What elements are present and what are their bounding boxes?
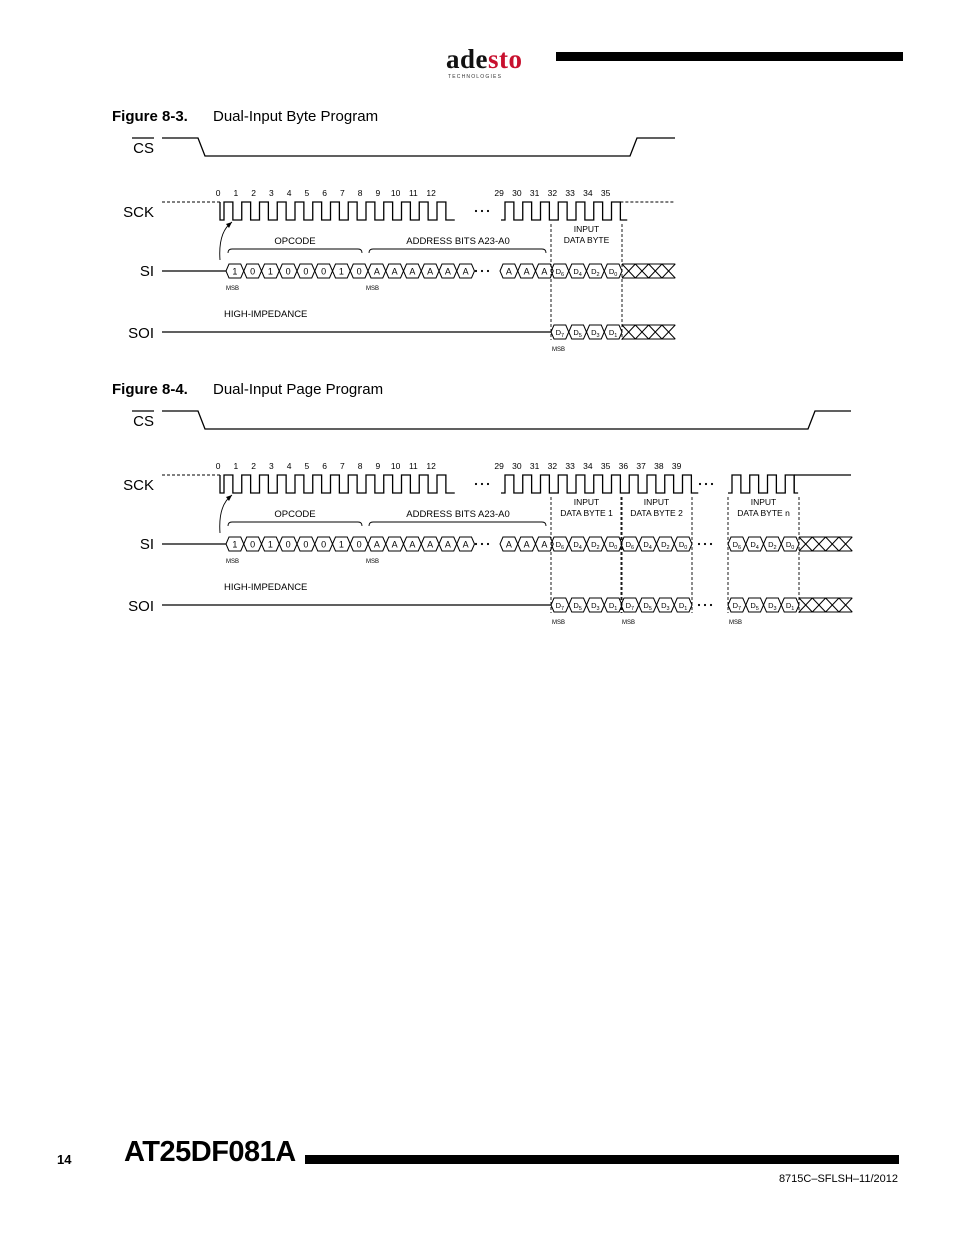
- si-ellipsis-2-dot: [710, 543, 712, 545]
- clock-number-35: 35: [600, 188, 611, 198]
- si-data-2-3: $D_0$: [785, 540, 795, 551]
- si-addr-tail-1: A: [523, 266, 530, 277]
- figure-8-3-timing-diagram: [0, 120, 954, 360]
- si-bit-1: 0: [250, 266, 256, 277]
- clock-number-1: 1: [233, 461, 239, 471]
- soi-data-1-2: $D_3$: [661, 601, 670, 612]
- product-name: AT25DF081A: [124, 1136, 296, 1168]
- clock-number-12: 12: [426, 461, 436, 471]
- si-ellipsis-dot: [475, 270, 477, 272]
- clock-number-8: 8: [357, 188, 363, 198]
- cs-waveform: [162, 411, 851, 429]
- si-bit-13: A: [462, 539, 469, 550]
- sck-ellipsis-dot: [481, 210, 483, 212]
- clock-number-34: 34: [583, 461, 593, 471]
- sck-waveform-part3: [728, 475, 798, 493]
- si-data-0-2: $D_2$: [591, 540, 600, 551]
- si-data-1-0: $D_6$: [625, 540, 635, 551]
- soi-ellipsis-dot: [710, 604, 712, 606]
- si-bit-5: 0: [321, 539, 327, 550]
- figure-8-4-title: Dual-Input Page Program: [213, 381, 384, 398]
- clock-number-29: 29: [494, 188, 504, 198]
- si-bit-2: 1: [267, 539, 273, 550]
- si-data-2-2: $D_2$: [768, 540, 777, 551]
- si-bit-4: 0: [303, 539, 309, 550]
- si-ellipsis-dot: [481, 270, 483, 272]
- si-ellipsis-dot: [481, 543, 483, 545]
- clock-number-30: 30: [512, 188, 522, 198]
- clock-number-37: 37: [636, 461, 646, 471]
- clock-number-6: 6: [322, 188, 327, 198]
- si-bit-2: 1: [267, 266, 273, 277]
- soi-ellipsis-dot: [698, 604, 700, 606]
- signal-label-cs: CS: [133, 140, 154, 157]
- si-bit-9: A: [391, 266, 398, 277]
- soi-data-0-3: $D_1$: [608, 328, 618, 339]
- adesto-logo: adesto: [446, 44, 523, 74]
- si-ellipsis-2-dot: [698, 543, 700, 545]
- clock-number-4: 4: [286, 188, 292, 198]
- soi-data-2-0: $D_7$: [732, 601, 742, 612]
- clock-number-0: 0: [215, 461, 221, 471]
- sck-ellipsis-2-dot: [705, 483, 707, 485]
- clock-number-2: 2: [251, 461, 256, 471]
- soi-data-0-0: $D_7$: [555, 328, 565, 339]
- si-data-0-3: $D_0$: [608, 540, 618, 551]
- si-bit-7: 0: [356, 266, 362, 277]
- opcode-label: OPCODE: [274, 236, 316, 247]
- si-data-0-3: $D_0$: [608, 267, 618, 278]
- logo-subtitle: TECHNOLOGIES: [448, 74, 503, 80]
- high-impedance-label: HIGH-IMPEDANCE: [224, 309, 308, 320]
- data-byte-label-line2-0: DATA BYTE 1: [560, 508, 613, 518]
- si-bit-12: A: [444, 539, 451, 550]
- clock-number-4: 4: [286, 461, 292, 471]
- si-data-0-2: $D_2$: [591, 267, 600, 278]
- sck-ellipsis-dot: [487, 210, 489, 212]
- clock-number-3: 3: [269, 461, 274, 471]
- clock-number-10: 10: [390, 188, 401, 198]
- signal-label-si: SI: [139, 263, 154, 280]
- clock-number-2: 2: [251, 188, 256, 198]
- si-addr-tail-0: A: [505, 266, 512, 277]
- soi-data-0-2: $D_3$: [591, 328, 600, 339]
- address-brace: [369, 249, 546, 253]
- soi-data-0-2: $D_3$: [591, 601, 600, 612]
- data-byte-label-line2-0: DATA BYTE: [563, 235, 610, 245]
- footer-rule: [305, 1155, 899, 1164]
- sck-ellipsis-dot: [475, 483, 477, 485]
- soi-data-2-3: $D_1$: [785, 601, 795, 612]
- si-bit-6: 1: [338, 266, 344, 277]
- si-address-msb: MSB: [366, 286, 380, 292]
- clock-number-5: 5: [304, 188, 310, 198]
- si-opcode-msb: MSB: [226, 559, 240, 565]
- sck-ellipsis-2-dot: [711, 483, 713, 485]
- clock-number-0: 0: [215, 188, 221, 198]
- soi-msb-0: MSB: [552, 620, 566, 626]
- soi-data-0-0: $D_7$: [555, 601, 565, 612]
- si-data-1-3: $D_0$: [678, 540, 688, 551]
- soi-ellipsis-dot: [704, 604, 706, 606]
- clock-number-10: 10: [390, 461, 401, 471]
- sck-waveform-part1: [220, 475, 455, 493]
- clock-number-30: 30: [512, 461, 522, 471]
- sck-ellipsis-2-dot: [699, 483, 701, 485]
- signal-label-si: SI: [139, 536, 154, 553]
- si-data-0-0: $D_6$: [555, 540, 565, 551]
- data-byte-label-line1-0: INPUT: [573, 497, 600, 507]
- document-reference: 8715C–SFLSH–11/2012: [778, 1173, 898, 1185]
- si-bit-0: 1: [232, 266, 238, 277]
- si-data-1-1: $D_4$: [643, 540, 652, 551]
- si-data-0-1: $D_4$: [573, 540, 582, 551]
- si-opcode-msb: MSB: [226, 286, 240, 292]
- clock-number-33: 33: [565, 188, 575, 198]
- si-address-msb: MSB: [366, 559, 380, 565]
- si-data-2-0: $D_6$: [732, 540, 742, 551]
- si-data-1-2: $D_2$: [661, 540, 670, 551]
- figure-8-3-number: Figure 8-3.: [112, 108, 188, 125]
- si-bit-7: 0: [356, 539, 362, 550]
- clock-number-11: 11: [408, 188, 418, 198]
- clock-number-35: 35: [600, 461, 611, 471]
- clock-number-31: 31: [529, 188, 540, 198]
- signal-label-soi: SOI: [128, 598, 154, 615]
- data-byte-label-line2-2: DATA BYTE n: [737, 508, 790, 518]
- opcode-brace: [228, 249, 362, 253]
- soi-data-0-3: $D_1$: [608, 601, 618, 612]
- si-bit-3: 0: [285, 539, 291, 550]
- figure-8-3-title: Dual-Input Byte Program: [213, 108, 379, 125]
- clock-number-6: 6: [322, 461, 327, 471]
- clock-number-3: 3: [269, 188, 274, 198]
- si-addr-tail-1: A: [523, 539, 530, 550]
- clock-number-36: 36: [618, 461, 629, 471]
- clock-number-32: 32: [547, 461, 558, 471]
- opcode-brace: [228, 522, 362, 526]
- soi-data-0-1: $D_5$: [573, 328, 582, 339]
- data-byte-label-line1-0: INPUT: [573, 224, 600, 234]
- sck-waveform-part1: [220, 202, 455, 220]
- address-label: ADDRESS BITS A23-A0: [406, 236, 510, 247]
- cs-waveform: [162, 138, 675, 156]
- soi-data-1-3: $D_1$: [678, 601, 688, 612]
- soi-msb-0: MSB: [552, 347, 566, 353]
- clock-number-7: 7: [340, 461, 345, 471]
- clock-number-9: 9: [375, 461, 381, 471]
- address-brace: [369, 522, 546, 526]
- si-bit-0: 1: [232, 539, 238, 550]
- si-bit-8: A: [373, 539, 380, 550]
- clock-edge-arrow: [220, 495, 232, 533]
- signal-label-soi: SOI: [128, 325, 154, 342]
- si-data-2-1: $D_4$: [750, 540, 759, 551]
- clock-number-7: 7: [340, 188, 345, 198]
- si-bit-10: A: [409, 539, 416, 550]
- clock-number-34: 34: [583, 188, 593, 198]
- si-data-0-1: $D_4$: [573, 267, 582, 278]
- si-bit-9: A: [391, 539, 398, 550]
- si-bit-11: A: [427, 539, 434, 550]
- si-bit-1: 0: [250, 539, 256, 550]
- clock-number-29: 29: [494, 461, 504, 471]
- figure-8-4-timing-diagram: [0, 393, 954, 633]
- si-bit-10: A: [409, 266, 416, 277]
- si-ellipsis-dot: [487, 270, 489, 272]
- si-bit-4: 0: [303, 266, 309, 277]
- clock-number-39: 39: [671, 461, 682, 471]
- page-number: 14: [57, 1152, 72, 1167]
- clock-number-38: 38: [654, 461, 664, 471]
- soi-data-0-1: $D_5$: [573, 601, 582, 612]
- si-data-0-0: $D_6$: [555, 267, 565, 278]
- soi-data-2-2: $D_3$: [768, 601, 777, 612]
- high-impedance-label: HIGH-IMPEDANCE: [224, 582, 308, 593]
- header-rule: [556, 52, 903, 61]
- soi-data-2-1: $D_5$: [750, 601, 759, 612]
- si-addr-tail-2: A: [541, 539, 548, 550]
- si-bit-3: 0: [285, 266, 291, 277]
- si-addr-tail-0: A: [505, 539, 512, 550]
- sck-ellipsis-dot: [475, 210, 477, 212]
- clock-number-8: 8: [357, 461, 363, 471]
- soi-data-1-0: $D_7$: [625, 601, 635, 612]
- sck-ellipsis-dot: [487, 483, 489, 485]
- clock-number-11: 11: [408, 461, 418, 471]
- data-byte-label-line2-1: DATA BYTE 2: [630, 508, 683, 518]
- clock-number-31: 31: [529, 461, 540, 471]
- soi-msb-2: MSB: [729, 620, 743, 626]
- si-addr-tail-2: A: [541, 266, 548, 277]
- opcode-label: OPCODE: [274, 509, 316, 520]
- sck-ellipsis-dot: [481, 483, 483, 485]
- clock-number-5: 5: [304, 461, 310, 471]
- sck-waveform-part2: [501, 475, 698, 493]
- si-bit-5: 0: [321, 266, 327, 277]
- si-ellipsis-2-dot: [704, 543, 706, 545]
- clock-number-1: 1: [233, 188, 239, 198]
- si-ellipsis-dot: [475, 543, 477, 545]
- si-bit-11: A: [427, 266, 434, 277]
- signal-label-cs: CS: [133, 413, 154, 430]
- signal-label-sck: SCK: [123, 204, 154, 221]
- address-label: ADDRESS BITS A23-A0: [406, 509, 510, 520]
- clock-edge-arrow: [220, 222, 232, 260]
- clock-number-12: 12: [426, 188, 436, 198]
- soi-data-1-1: $D_5$: [643, 601, 652, 612]
- data-byte-label-line1-1: INPUT: [643, 497, 670, 507]
- signal-label-sck: SCK: [123, 477, 154, 494]
- si-bit-12: A: [444, 266, 451, 277]
- clock-number-9: 9: [375, 188, 381, 198]
- si-bit-8: A: [373, 266, 380, 277]
- si-bit-13: A: [462, 266, 469, 277]
- si-bit-6: 1: [338, 539, 344, 550]
- clock-number-33: 33: [565, 461, 575, 471]
- sck-waveform-part2: [501, 202, 627, 220]
- soi-msb-1: MSB: [622, 620, 636, 626]
- figure-8-4-number: Figure 8-4.: [112, 381, 188, 398]
- clock-number-32: 32: [547, 188, 558, 198]
- data-byte-label-line1-2: INPUT: [750, 497, 777, 507]
- si-ellipsis-dot: [487, 543, 489, 545]
